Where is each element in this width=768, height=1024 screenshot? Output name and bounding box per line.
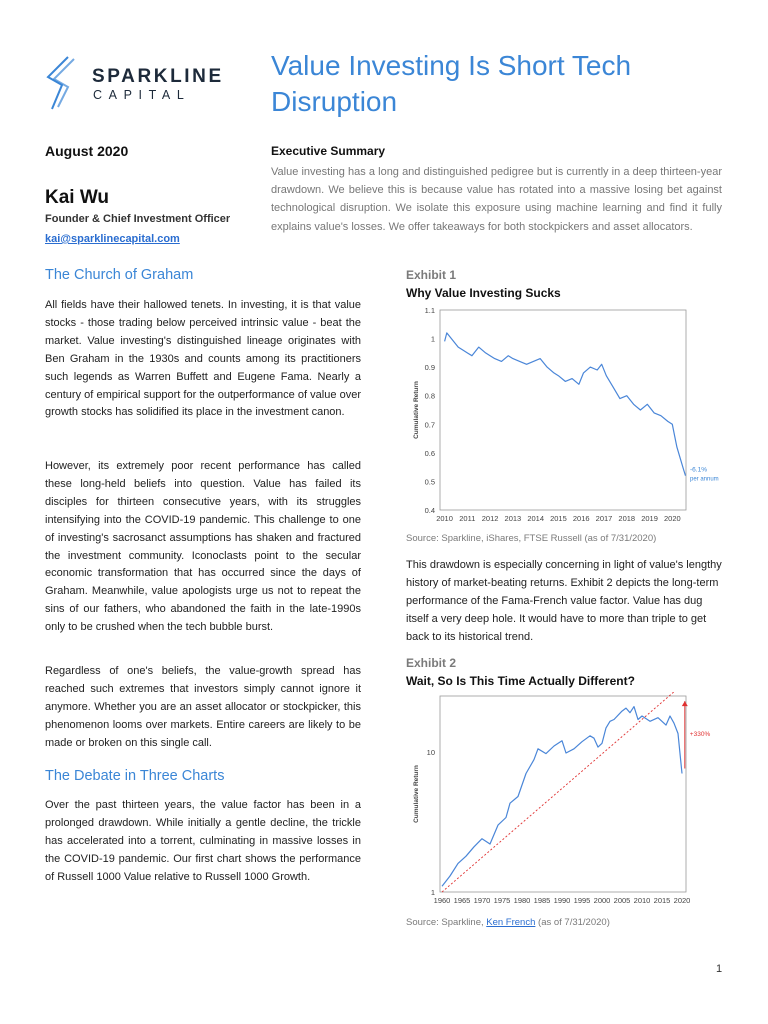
x-tick-label: 1980 (513, 896, 531, 905)
y-tick-label: 0.5 (424, 477, 435, 487)
x-tick-label: 2000 (593, 896, 611, 905)
x-tick-label: 1990 (553, 896, 571, 905)
y-tick-label: 0.6 (424, 448, 435, 458)
x-tick-label: 1985 (533, 896, 551, 905)
x-tick-label: 2015 (653, 896, 671, 905)
x-tick-label: 2020 (663, 514, 681, 523)
exhibit2-label: Exhibit 2 (406, 656, 457, 670)
paragraph-3: Regardless of one's beliefs, the value-growth spread has reached such extremes that investors simply cannot ignore it anymore. Whether you are an asset allocator or stockpicker, this phenomenon looms over markets. Entire careers are likely to be made or broken on this single call. (45, 665, 361, 749)
author-name: Kai Wu (45, 187, 110, 208)
exhibit1-source: Source: Sparkline, iShares, FTSE Russell (as of 7/31/2020) (406, 533, 657, 544)
gap-arrow-head (682, 701, 688, 706)
x-tick-label: 1965 (453, 896, 471, 905)
paragraph-2: However, its extremely poor recent performance has called these long-held beliefs into question. Value has failed its disciples for thirteen consecutive years, with its struggles intensifying into the COVID-19 pandemic. This challenge to one of investing's sacrosanct assumptions has shaken and fractured the investment community. Iconoclasts point to the secular economic transformation that has occurred since the days of Graham. Meanwhile, value apologists urge us not to repeat the sins of our fathers, who abandoned the faith in the late-1990s only to be crushed when the tech bubble burst. (45, 460, 361, 634)
x-tick-label: 2017 (595, 514, 613, 523)
exhibit2-chart (404, 692, 726, 914)
y-tick-label: 0.4 (424, 506, 435, 515)
sparkline-logo-icon (44, 55, 78, 111)
x-tick-label: 2011 (459, 514, 476, 523)
x-tick-label: 1995 (573, 896, 591, 905)
x-tick-label: 2010 (633, 896, 651, 905)
section-heading-debate-three-charts: The Debate in Three Charts (45, 768, 225, 784)
paragraph-exhibit2-intro: This drawdown is especially concerning in light of value's lengthy history of market-beating returns. Exhibit 2 depicts the long-term performance of the Fama-French value factor. Value has dug itself a very deep hole. It would have to more than triple to get back to its historical trend. (406, 559, 722, 643)
y-tick-label: 1 (430, 334, 435, 344)
x-tick-label: 1970 (473, 896, 491, 905)
annotation-gap: +330% (689, 730, 711, 738)
author-email-link[interactable]: kai@sparklinecapital.com (45, 233, 180, 245)
exhibit2-source-suffix: (as of 7/31/2020) (535, 917, 610, 928)
x-tick-label: 2012 (481, 514, 499, 523)
page-number: 1 (716, 963, 723, 975)
publication-date: August 2020 (45, 143, 129, 159)
x-tick-label: 1960 (433, 896, 451, 905)
paragraph-4: Over the past thirteen years, the value factor has been in a prolonged drawdown. While initially a gentle decline, the trickle has accelerated into a torrent, culminating in massive losses in the COVID-19 pandemic. Our first chart shows the performance of Russell 1000 Value relative to Russell 1000 Growth. (45, 799, 361, 883)
y-tick-label: 1.1 (424, 306, 435, 315)
page-title: Value Investing Is Short Tech Disruption (271, 50, 632, 117)
x-tick-label: 2010 (436, 514, 453, 523)
logo-wordmark-line2: CAPITAL (93, 88, 191, 102)
executive-summary-heading: Executive Summary (271, 144, 386, 158)
y-axis-label: Cumulative Return (413, 381, 420, 439)
trend-line (442, 692, 682, 892)
logo-wordmark-line1: SPARKLINE (92, 66, 224, 87)
x-tick-label: 1975 (493, 896, 511, 905)
plot-frame (440, 310, 686, 510)
annotation-per-annum: per annum (690, 476, 719, 483)
plot-frame (440, 696, 686, 892)
ken-french-link[interactable]: Ken French (486, 917, 536, 928)
y-tick-label: 1 (430, 888, 435, 897)
annotation-rate: -6.1% (690, 466, 707, 474)
x-tick-label: 2015 (550, 514, 567, 523)
series-line (442, 707, 682, 887)
exhibit2-title: Wait, So Is This Time Actually Different? (406, 674, 635, 688)
y-tick-label: 10 (426, 747, 435, 757)
section-heading-church-of-graham: The Church of Graham (45, 267, 194, 283)
author-role: Founder & Chief Investment Officer (45, 213, 231, 225)
x-tick-label: 2020 (673, 896, 691, 905)
paragraph-1: All fields have their hallowed tenets. In investing, it is that value stocks - those trading below perceived intrinsic value - beat the market. Value investing's distinguished lineage originates with Ben Graham in the 1930s and counts among its practitioners such legends as Warren Buffett and Eugene Fama. Nearly a century of empirical support for the outperformance of value over growth stocks has solidified its place in the investment canon. (45, 299, 361, 419)
x-tick-label: 2019 (641, 514, 658, 523)
y-axis-label: Cumulative Return (413, 765, 420, 823)
y-tick-label: 0.8 (424, 391, 435, 401)
x-tick-label: 2014 (527, 514, 545, 523)
exhibit2-source (406, 917, 610, 928)
exhibit2-source-prefix: Source: Sparkline, (406, 917, 487, 928)
exhibit1-title: Why Value Investing Sucks (406, 286, 561, 300)
x-tick-label: 2016 (572, 514, 590, 523)
y-tick-label: 0.7 (424, 420, 435, 430)
x-tick-label: 2013 (504, 514, 522, 523)
exhibit1-chart (404, 302, 726, 530)
y-tick-label: 0.9 (424, 363, 435, 373)
exhibit1-label: Exhibit 1 (406, 268, 457, 282)
x-tick-label: 2005 (613, 896, 631, 905)
series-line (445, 333, 686, 476)
executive-summary-body: Value investing has a long and distinguished pedigree but is currently in a deep thirteen-year drawdown. We believe this is because value has rotated into a massive losing bet against technological disruption. We isolate this exposure using machine learning and find it fully explains value's losses. We offer takeaways for both stockpickers and asset allocators. (271, 166, 722, 233)
x-tick-label: 2018 (618, 514, 636, 523)
